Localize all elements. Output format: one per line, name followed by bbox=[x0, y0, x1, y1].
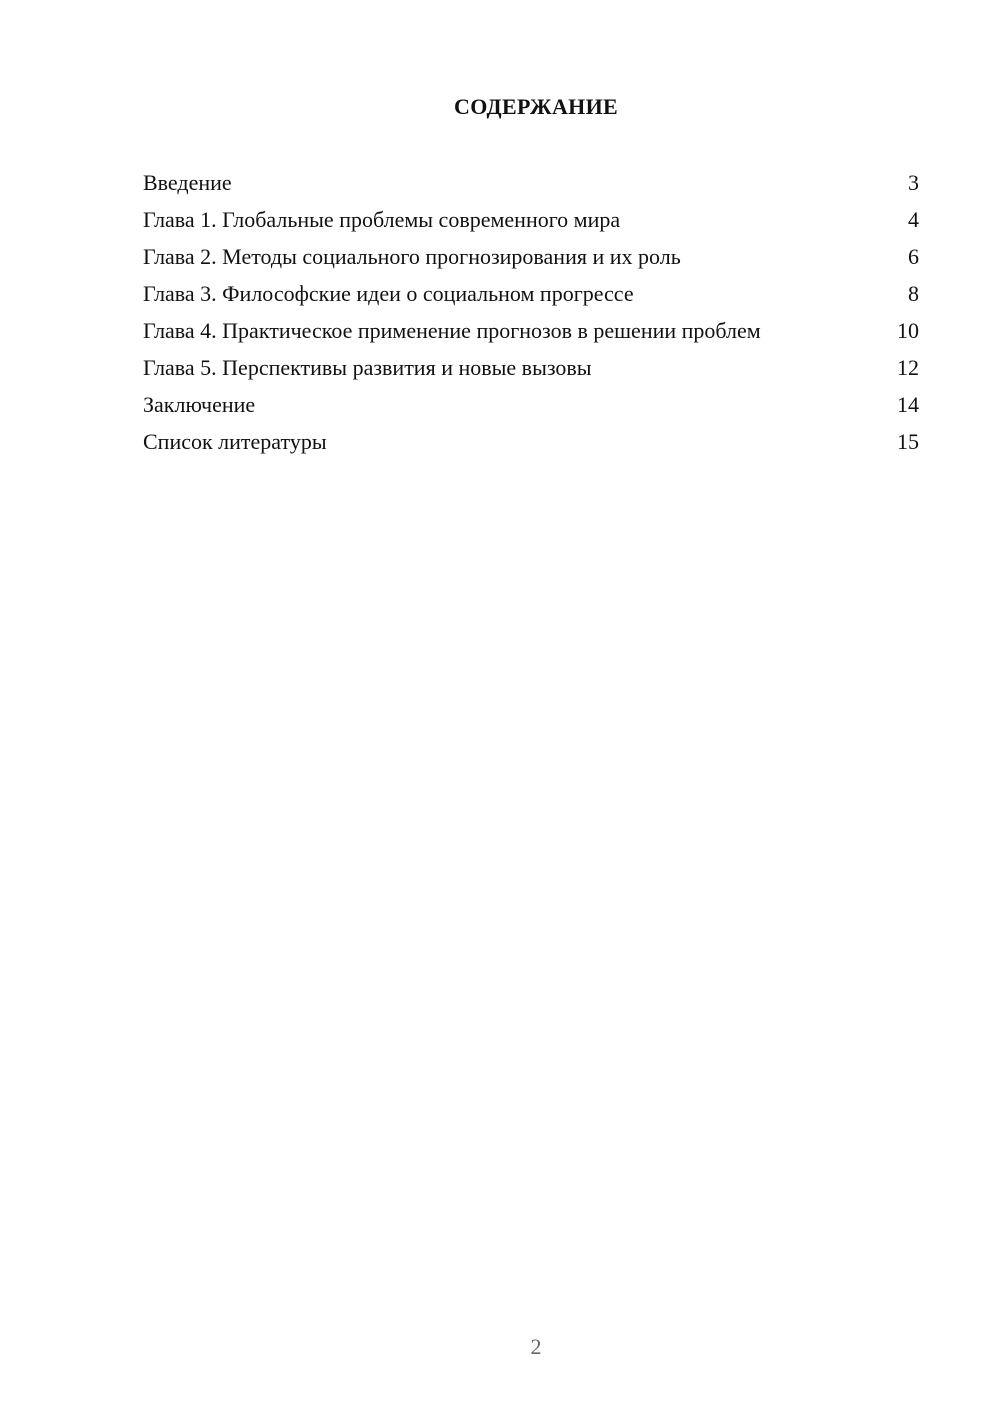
table-of-contents bbox=[143, 170, 919, 466]
toc-entry-chapter-3 bbox=[143, 281, 919, 307]
toc-entry-label: Введение bbox=[143, 170, 232, 195]
toc-entry-chapter-4 bbox=[143, 318, 919, 344]
toc-entry-label: Глава 1. Глобальные проблемы современного мира bbox=[143, 207, 621, 232]
toc-entry-page: 10 bbox=[897, 318, 919, 343]
toc-entry-label: Глава 2. Методы социального прогнозирования и их роль bbox=[143, 244, 681, 269]
toc-entry-page: 15 bbox=[897, 429, 919, 454]
toc-entry-conclusion bbox=[143, 392, 919, 418]
toc-entry-introduction bbox=[143, 170, 919, 196]
toc-entry-label: Глава 4. Практическое применение прогнозов в решении проблем bbox=[143, 318, 761, 343]
toc-entry-page: 8 bbox=[908, 281, 919, 306]
toc-entry-chapter-1 bbox=[143, 207, 919, 233]
toc-entry-page: 3 bbox=[908, 170, 919, 195]
toc-entry-page: 12 bbox=[897, 355, 919, 380]
toc-entry-page: 6 bbox=[908, 244, 919, 269]
toc-entry-chapter-2 bbox=[143, 244, 919, 270]
page-number: 2 bbox=[530, 1334, 542, 1359]
toc-entry-references bbox=[143, 429, 919, 455]
toc-entry-label: Глава 3. Философские идеи о социальном прогрессе bbox=[143, 281, 634, 306]
toc-entry-chapter-5 bbox=[143, 355, 919, 381]
toc-entry-page: 14 bbox=[897, 392, 919, 417]
toc-entry-label: Заключение bbox=[143, 392, 256, 417]
toc-entry-label: Глава 5. Перспективы развития и новые вызовы bbox=[143, 355, 592, 380]
toc-entry-label: Список литературы bbox=[143, 429, 327, 454]
toc-entry-page: 4 bbox=[908, 207, 919, 232]
page-title: СОДЕРЖАНИЕ bbox=[454, 94, 618, 119]
